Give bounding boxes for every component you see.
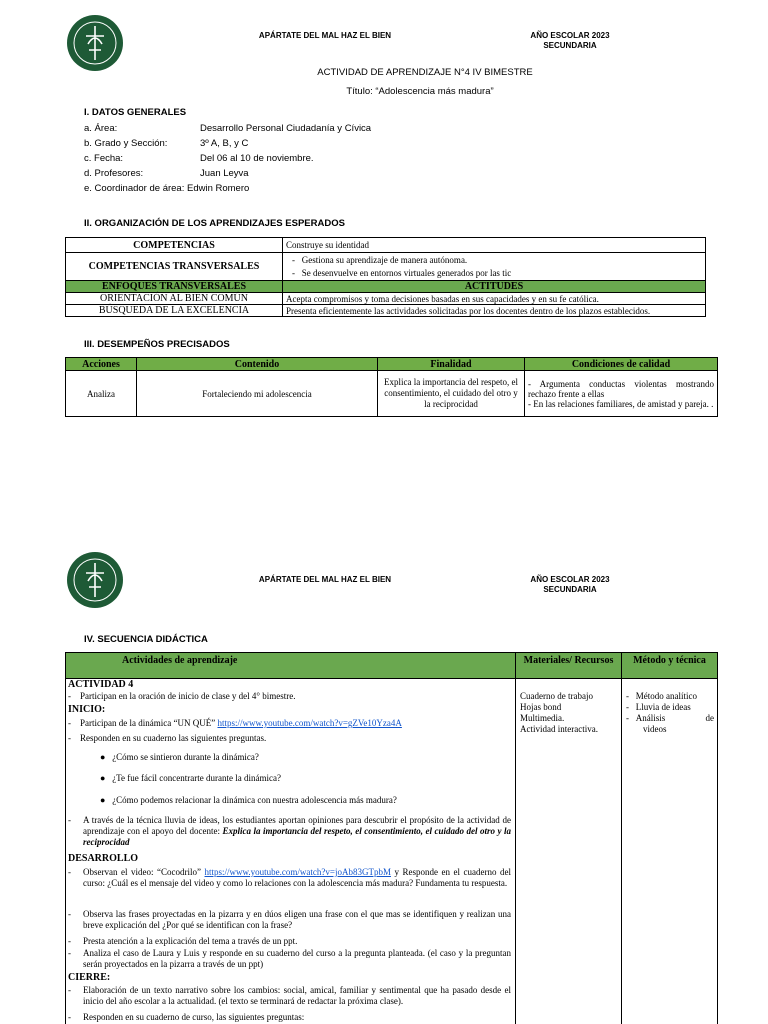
metodos-list: - Método analítico - Lluvia de ideas - Análisis de videos <box>626 691 714 734</box>
enfoques-label: ENFOQUES TRANSVERSALES <box>66 281 283 293</box>
dinamica-link[interactable]: https://www.youtube.com/watch?v=gZVe10Yza4A <box>217 718 402 728</box>
responden-final-item: - Responden en su cuaderno de curso, las siguientes preguntas: <box>68 1012 305 1022</box>
lluvia-item: - A través de la técnica lluvia de ideas, los estudiantes aportan opiniones para descubrir el propósito de la actividad de aprendizaje con el apoyo del docente: Explica la importancia del respeto, el consentimiento, el cuidado del otro y la reciprocidad <box>68 815 512 847</box>
header-year <box>520 31 620 51</box>
actitud-row-2: Presenta eficientemente las actividades solicitadas por los docentes dentro de los plazos establecidos. <box>283 305 706 317</box>
header-year-line1: AÑO ESCOLAR 2023 <box>530 31 610 40</box>
desempeno-contenido: Fortaleciendo mi adolescencia <box>137 371 378 417</box>
header-year-page2: AÑO ESCOLAR 2023 SECUNDARIA <box>530 575 610 594</box>
desempenos-table <box>65 357 718 417</box>
datos-row-profesores: d. Profesores: Juan Leyva <box>84 168 249 179</box>
desempenos-heading: III. DESEMPEÑOS PRECISADOS <box>84 339 230 350</box>
desempeno-finalidad: Explica la importancia del respeto, el consentimiento, el cuidado del otro y la reciprocidad <box>378 371 525 417</box>
desempenos-header-acciones: Acciones <box>66 358 137 371</box>
frases-item: - Observa las frases proyectadas en la pizarra y en dúos eligen una frase con el que mas se identifiquen y realizan una breve explicación del ¿Por qué se identifican con la frase? <box>68 909 511 930</box>
atencion-item: - Presta atención a la explicación del tema a través de un ppt. <box>68 936 298 946</box>
enfoque-row-2: BÚSQUEDA DE LA EXCELENCIA <box>66 305 283 317</box>
organizacion-heading: II. ORGANIZACIÓN DE LOS APRENDIZAJES ESPERADOS <box>84 218 345 229</box>
pregunta-1: ● ¿Cómo se sintieron durante la dinámica? <box>100 752 259 762</box>
desempeno-condiciones: - Argumenta conductas violentas mostrando rechazo frente a ellas - En las relaciones familiares, de amistad y pareja. . <box>525 371 718 417</box>
competencias-value: Construye su identidad <box>283 238 706 253</box>
transversales-label: COMPETENCIAS TRANSVERSALES <box>66 253 283 281</box>
materiales-list: Cuaderno de trabajo Hojas bond Multimedia. Actividad interactiva. <box>520 691 598 734</box>
secuencia-col-divider-2 <box>621 652 622 1024</box>
video-item: - Observan el video: “Cocodrilo” https://www.youtube.com/watch?v=joAb83GTpbM y Responde en el cuaderno del curso: ¿Cuál es el mensaje del video y como lo relaciones con la adolescencia más madura? Fundamenta tu respuesta. <box>68 867 512 888</box>
caso-item: - Analiza el caso de Laura y Luis y responde en su cuaderno del curso a la pregunta planteada. (el caso y la preguntan serán proyectados en la pizarra a través de un ppt) <box>68 948 511 969</box>
enfoque-row-1: ORIENTACIÓN AL BIEN COMÚN <box>66 293 283 305</box>
responden-item: - Responden en su cuaderno las siguientes preguntas. <box>68 733 267 743</box>
desempenos-header-contenido: Contenido <box>137 358 378 371</box>
datos-row-grado: b. Grado y Sección: 3º A, B, y C <box>84 138 249 149</box>
datos-row-area: a. Área: Desarrollo Personal Ciudadanía y Cívica <box>84 123 372 134</box>
secuencia-heading: IV. SECUENCIA DIDÁCTICA <box>84 634 208 645</box>
pregunta-2: ● ¿Te fue fácil concentrarte durante la dinámica? <box>100 773 281 783</box>
actividad-label: ACTIVIDAD 4 <box>68 679 134 690</box>
cierre-label: CIERRE: <box>68 972 111 983</box>
pregunta-3: ● ¿Cómo podemos relacionar la dinámica con nuestra adolescencia más madura? <box>100 795 397 805</box>
desarrollo-label: DESARROLLO <box>68 853 139 864</box>
activity-subtitle: Título: “Adolescencia más madura” <box>346 86 494 97</box>
competencias-label: COMPETENCIAS <box>66 238 283 253</box>
desempeno-accion: Analiza <box>66 371 137 417</box>
desempenos-header-condiciones: Condiciones de calidad <box>525 358 718 371</box>
actitud-row-1: Acepta compromisos y toma decisiones basadas en sus capacidades y en su fe católica. <box>283 293 706 305</box>
secuencia-header-materiales: Materiales/ Recursos <box>523 655 614 666</box>
desempenos-header-finalidad: Finalidad <box>378 358 525 371</box>
video-link[interactable]: https://www.youtube.com/watch?v=joAb83GTpbM <box>204 867 391 877</box>
header-motto: APÁRTATE DEL MAL HAZ EL BIEN <box>258 31 392 40</box>
narrativo-item: - Elaboración de un texto narrativo sobre los cambios: social, amical, familiar y sentimental que ha pasado desde el inicio del año escolar a la actualidad. (el texto se terminará de redactar la próxima clase). <box>68 985 511 1006</box>
datos-row-coordinador: e. Coordinador de área: Edwin Romero <box>84 183 250 194</box>
school-logo-page2 <box>66 551 124 609</box>
secuencia-header-metodo: Método y técnica <box>633 655 706 666</box>
transversales-items: - Gestiona su aprendizaje de manera autónoma. - Se desenvuelve en entornos virtuales generados por las tic <box>283 253 706 281</box>
secuencia-col-divider-1 <box>515 652 516 1024</box>
header-motto-page2: APÁRTATE DEL MAL HAZ EL BIEN <box>258 575 392 584</box>
school-logo <box>66 14 124 72</box>
organizacion-table <box>65 237 706 317</box>
actitudes-label: ACTITUDES <box>283 281 706 293</box>
datos-row-fecha: c. Fecha: Del 06 al 10 de noviembre. <box>84 153 314 164</box>
header-year-line2: SECUNDARIA <box>543 41 597 50</box>
secuencia-header-actividades: Actividades de aprendizaje <box>122 655 238 666</box>
secuencia-header-divider <box>66 678 717 679</box>
activity-title: ACTIVIDAD DE APRENDIZAJE N°4 IV BIMESTRE <box>317 67 533 78</box>
dinamica-item: - Participan de la dinámica “UN QUÉ” https://www.youtube.com/watch?v=gZVe10Yza4A <box>68 718 402 728</box>
oracion-item: - Participan en la oración de inicio de clase y del 4° bimestre. <box>68 691 296 701</box>
inicio-label: INICIO: <box>68 704 106 715</box>
datos-heading: I. DATOS GENERALES <box>84 107 187 118</box>
